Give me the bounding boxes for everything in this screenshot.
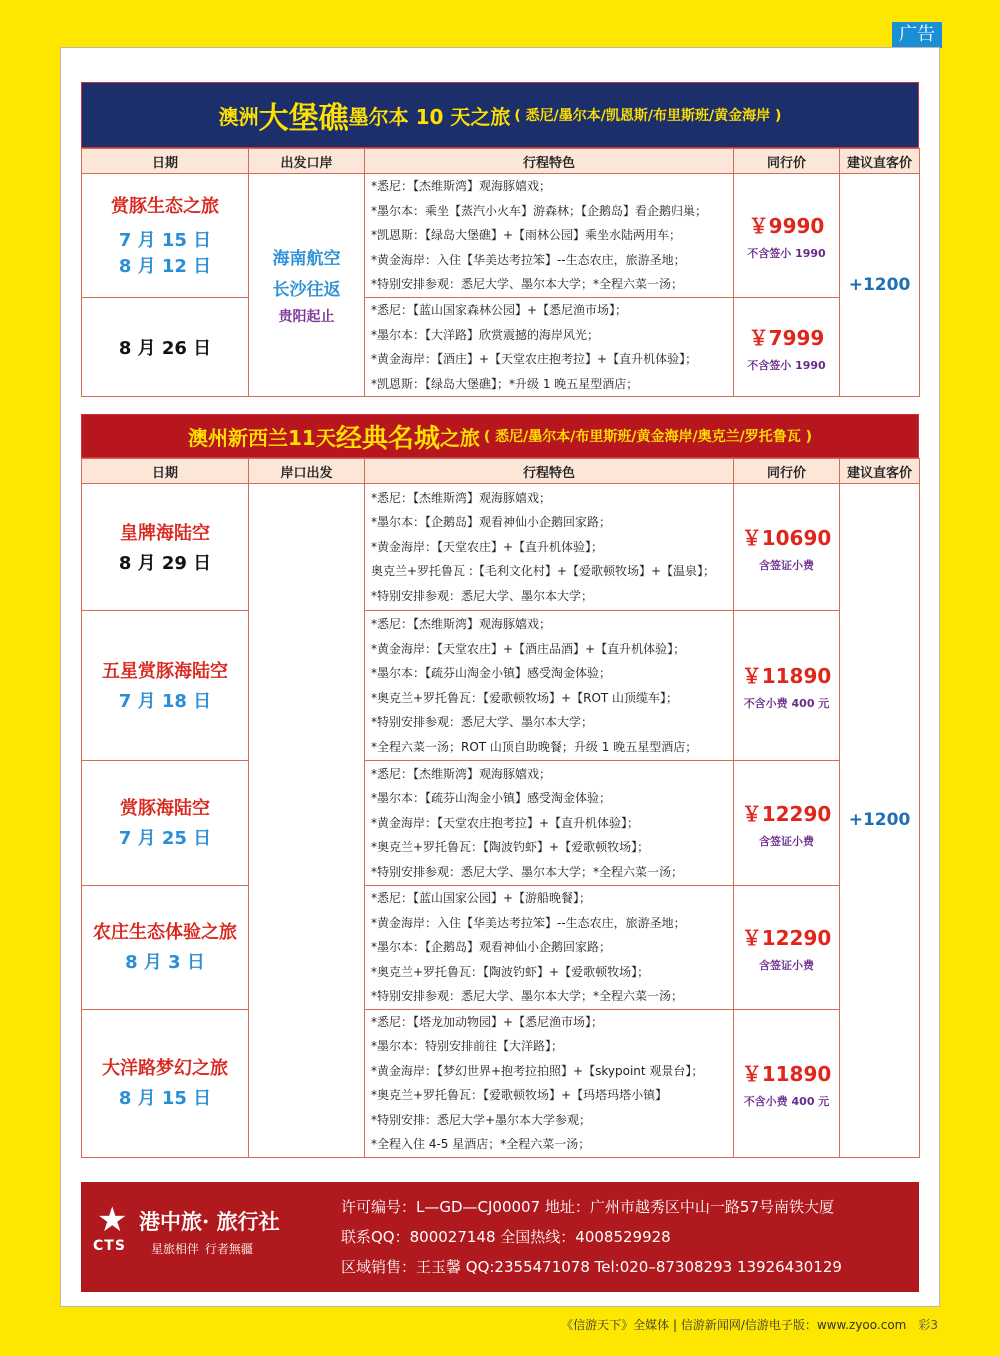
tour2-table <box>81 458 920 1158</box>
suggested-price: +1200 <box>848 275 911 295</box>
itinerary-cell <box>365 886 734 1010</box>
itinerary-line: *奥克兰+罗托鲁瓦：【陶波钓虾】+【爱歌顿牧场】； <box>371 840 650 855</box>
itinerary-cell <box>365 174 734 298</box>
price-note: 含签证小费 <box>759 558 814 572</box>
price-cell <box>734 886 840 1010</box>
th-trade-price: 同行价 <box>734 149 840 174</box>
logo-abbr: CTS <box>93 1238 126 1254</box>
th-port: 岸口出发 <box>249 459 365 484</box>
itinerary-cell <box>365 298 734 397</box>
itinerary-line: *悉尼：【蓝山国家公园】+【游船晚餐】； <box>371 891 592 905</box>
table-row <box>82 298 920 397</box>
th-itinerary: 行程特色 <box>365 459 734 484</box>
itinerary-line: *悉尼：【蓝山国家森林公园】+【悉尼渔市场】； <box>371 303 628 317</box>
itinerary-line: *黄金海岸：【天堂农庄抱考拉】+【直升机体验】； <box>371 815 640 830</box>
trade-price: ￥10690 <box>741 525 832 550</box>
itinerary-line: *特别安排参观：悉尼大学、墨尔本大学；*全程六菜一汤； <box>371 864 684 879</box>
itinerary-line: *凯恩斯：【绿岛大堡礁】；*升级 1 晚五星型酒店； <box>371 376 639 391</box>
trade-price: ￥7999 <box>748 325 825 350</box>
tour1-port-cell <box>249 174 365 397</box>
itinerary-cell <box>365 484 734 611</box>
departure-date: 8 月 12 日 <box>118 255 212 277</box>
route-name: 赏豚生态之旅 <box>111 195 219 217</box>
itinerary-line: *凯恩斯：【绿岛大堡礁】+【雨林公园】乘坐水陆两用车； <box>371 228 682 243</box>
itinerary-line: *悉尼：【杰维斯湾】观海豚嬉戏； <box>371 179 552 194</box>
route-date-cell <box>82 761 249 886</box>
contact-line: 许可编号：L—GD—CJ00007 地址：广州市越秀区中山一路57号南铁大厦 <box>341 1198 835 1216</box>
itinerary-line: *特别安排参观：悉尼大学、墨尔本大学； <box>371 715 594 729</box>
itinerary-line: *墨尔本：【大洋路】欣赏震撼的海岸风光； <box>371 327 600 342</box>
itinerary-line: *墨尔本：乘坐【蒸汽小火车】游森林；【企鹅岛】看企鹅归巢； <box>371 203 708 218</box>
route-name: 五星赏豚海陆空 <box>102 660 228 682</box>
th-suggested-price: 建议直客价 <box>840 459 920 484</box>
departure-date: 8 月 26 日 <box>118 338 212 359</box>
price-note: 不含签小 1990 <box>747 358 826 372</box>
itinerary-cell <box>365 1009 734 1157</box>
departure-date: 7 月 18 日 <box>118 690 212 712</box>
price-cell <box>734 298 840 397</box>
suggested-price-cell <box>840 484 920 1158</box>
tour1-title-pre: 澳洲 <box>218 104 259 129</box>
price-note: 不含小费 400 元 <box>743 1094 830 1108</box>
media-credit: 《信游天下》全媒体 | 信游新闻网/信游电子版：www.zyoo.com <box>561 1318 907 1332</box>
ad-page <box>60 47 940 1307</box>
logo-slogan: 星旅相伴 行者無疆 <box>151 1242 253 1256</box>
itinerary-line: *奥克兰+罗托鲁瓦：【爱歌顿牧场】+【ROT 山顶缆车】； <box>371 690 679 705</box>
departure-date: 8 月 3 日 <box>125 952 205 974</box>
tour1-table <box>81 148 920 397</box>
itinerary-line: *特别安排：悉尼大学+墨尔本大学参观； <box>371 1112 592 1127</box>
itinerary-line: *黄金海岸：【梦幻世界+抱考拉拍照】+【skypoint 观景台】； <box>371 1063 704 1078</box>
tour2-title-highlight: 经典名城 <box>335 423 440 454</box>
itinerary-line: *悉尼：【杰维斯湾】观海豚嬉戏； <box>371 490 552 505</box>
price-cell <box>734 1009 840 1157</box>
itinerary-line: *黄金海岸：入住【华美达考拉笨】--生态农庄，旅游圣地； <box>371 915 686 930</box>
th-suggested-price: 建议直客价 <box>840 149 920 174</box>
price-note: 不含签小 1990 <box>747 247 826 260</box>
port-line: 海南航空 <box>272 249 341 269</box>
route-name: 皇牌海陆空 <box>120 523 210 544</box>
cts-logo <box>93 1198 333 1272</box>
itinerary-cell <box>365 611 734 761</box>
th-port: 出发口岸 <box>249 149 365 174</box>
price-note: 不含小费 400 元 <box>743 697 830 710</box>
itinerary-line: *墨尔本：【企鹅岛】观看神仙小企鹅回家路； <box>371 515 612 530</box>
itinerary-line: *特别安排参观：悉尼大学、墨尔本大学；*全程六菜一汤； <box>371 277 684 292</box>
table-row <box>82 484 920 611</box>
price-cell <box>734 761 840 886</box>
tour2-title-sub: ( 悉尼/墨尔本/布里斯班/黄金海岸/奥克兰/罗托鲁瓦 ) <box>483 429 812 445</box>
ad-label: 广告 <box>892 22 942 48</box>
trade-price: ￥11890 <box>741 1061 832 1086</box>
contact-line: 区域销售：王玉馨 QQ:2355471078 Tel:020–87308293 13926430129 <box>341 1258 842 1276</box>
itinerary-line: *黄金海岸：【天堂农庄】+【直升机体验】； <box>371 539 604 554</box>
route-name: 赏豚海陆空 <box>120 798 210 819</box>
port-line: 长沙往返 <box>272 280 341 300</box>
th-trade-price: 同行价 <box>734 459 840 484</box>
itinerary-line: *全程入住 4-5 星酒店；*全程六菜一汤； <box>371 1137 591 1151</box>
tour1-row1-date-cell <box>82 174 249 298</box>
route-date-cell <box>82 611 249 761</box>
route-name: 大洋路梦幻之旅 <box>102 1058 228 1079</box>
trade-price: ￥12290 <box>741 801 832 826</box>
page-number: 彩3 <box>918 1318 938 1332</box>
itinerary-cell <box>365 761 734 886</box>
itinerary-line: 奥克兰+罗托鲁瓦 :【毛利文化村】+【爱歌顿牧场】+【温泉】； <box>371 564 716 579</box>
itinerary-line: *特别安排参观：悉尼大学、墨尔本大学； <box>371 588 594 603</box>
route-date-cell <box>82 886 249 1010</box>
price-cell <box>734 611 840 761</box>
itinerary-line: *墨尔本：【疏芬山淘金小镇】感受淘金体验； <box>371 791 612 806</box>
tour1-title-sub: ( 悉尼/墨尔本/凯恩斯/布里斯班/黄金海岸 ) <box>514 108 782 124</box>
th-date: 日期 <box>82 149 249 174</box>
itinerary-line: *奥克兰+罗托鲁瓦：【陶波钓虾】+【爱歌顿牧场】； <box>371 964 650 979</box>
tour1-title-post: 墨尔本 10 天之旅 <box>348 104 511 129</box>
star-icon: ★ <box>97 1200 128 1240</box>
trade-price: ￥9990 <box>748 214 825 238</box>
th-date: 日期 <box>82 459 249 484</box>
tour2-port-cell <box>249 484 365 1158</box>
route-name: 农庄生态体验之旅 <box>93 922 237 944</box>
tour1-banner <box>81 82 919 148</box>
table-row <box>82 1009 920 1157</box>
table-row <box>82 174 920 298</box>
itinerary-line: *悉尼：【塔龙加动物园】+【悉尼渔市场】； <box>371 1014 604 1029</box>
itinerary-line: *黄金海岸：入住【华美达考拉笨】--生态农庄，旅游圣地； <box>371 252 686 267</box>
logo-brand: 港中旅· 旅行社 <box>139 1209 280 1234</box>
price-note: 含签证小费 <box>759 834 814 848</box>
itinerary-line: *黄金海岸：【酒庄】+【天堂农庄抱考拉】+【直升机体验】； <box>371 352 698 366</box>
bottom-credit <box>561 1316 938 1333</box>
itinerary-line: *黄金海岸：【天堂农庄】+【酒庄品酒】+【直升机体验】； <box>371 641 686 656</box>
itinerary-line: *悉尼：【杰维斯湾】观海豚嬉戏； <box>371 766 552 781</box>
itinerary-line: *全程六菜一汤；ROT 山顶自助晚餐；升级 1 晚五星型酒店； <box>371 739 698 754</box>
trade-price: ￥12290 <box>741 925 832 950</box>
itinerary-line: *墨尔本：特别安排前往【大洋路】； <box>371 1039 564 1053</box>
contact-info <box>341 1192 842 1282</box>
departure-date: 7 月 25 日 <box>118 828 212 849</box>
departure-date: 8 月 29 日 <box>118 553 212 574</box>
price-cell <box>734 484 840 611</box>
itinerary-line: *特别安排参观：悉尼大学、墨尔本大学；*全程六菜一汤； <box>371 989 684 1003</box>
departure-date: 8 月 15 日 <box>118 1088 212 1109</box>
tour2-title-post: 之旅 <box>439 425 480 450</box>
tour1-section <box>81 82 919 397</box>
itinerary-line: *墨尔本：【疏芬山淘金小镇】感受淘金体验； <box>371 666 612 680</box>
tour2-banner <box>81 414 919 458</box>
table-row <box>82 761 920 886</box>
itinerary-line: *墨尔本：【企鹅岛】观看神仙小企鹅回家路； <box>371 940 612 954</box>
table-row <box>82 611 920 761</box>
contact-footer <box>81 1182 919 1292</box>
contact-line: 联系QQ：800027148 全国热线：4008529928 <box>341 1228 671 1246</box>
th-itinerary: 行程特色 <box>365 149 734 174</box>
itinerary-line: *奥克兰+罗托鲁瓦：【爱歌顿牧场】+【玛塔玛塔小镇】 <box>371 1088 668 1102</box>
price-cell <box>734 174 840 298</box>
trade-price: ￥11890 <box>741 664 832 688</box>
route-date-cell <box>82 484 249 611</box>
tour2-title-pre: 澳州新西兰11天 <box>188 425 336 450</box>
tour2-section <box>81 414 919 1158</box>
price-note: 含签证小费 <box>759 958 814 972</box>
departure-date: 7 月 15 日 <box>118 229 212 251</box>
itinerary-line: *悉尼：【杰维斯湾】观海豚嬉戏； <box>371 617 552 631</box>
suggested-price-cell <box>840 174 920 397</box>
tour1-row2-date-cell <box>82 298 249 397</box>
tour1-title-highlight: 大堡礁 <box>258 101 349 136</box>
table-row <box>82 886 920 1010</box>
route-date-cell <box>82 1009 249 1157</box>
suggested-price: +1200 <box>848 810 911 831</box>
port-line: 贵阳起止 <box>278 309 335 325</box>
